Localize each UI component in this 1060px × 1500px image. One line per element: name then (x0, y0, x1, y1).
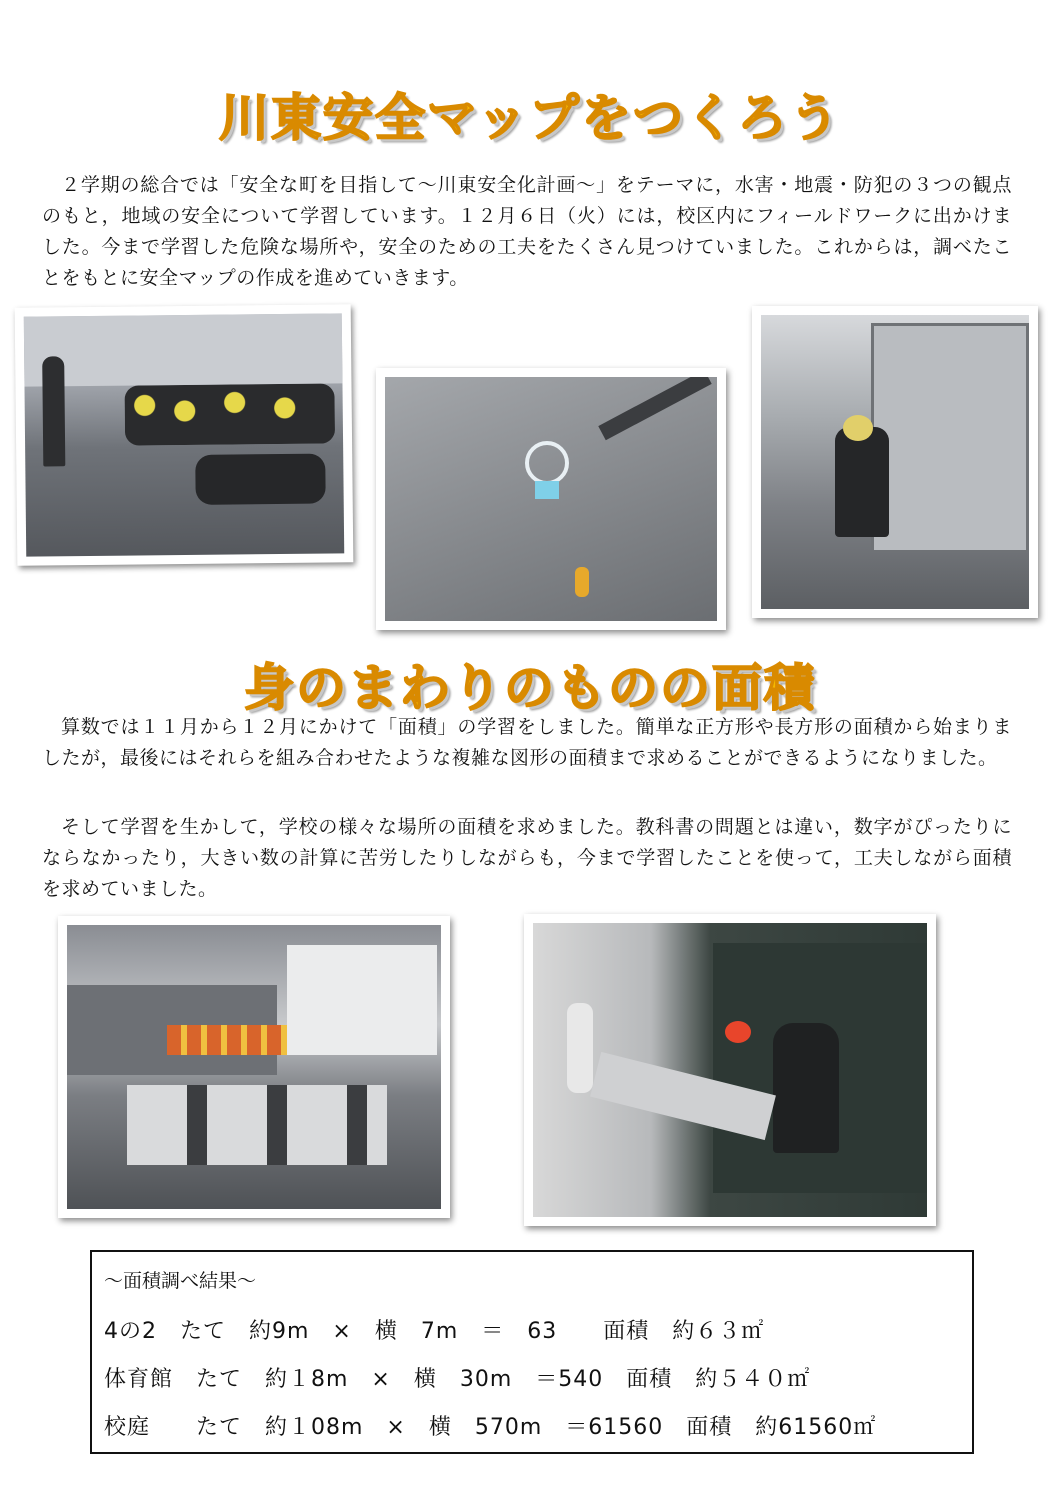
result-row-classroom: 4の2 たて 約9m × 横 7m ＝ 63 面積 約６３㎡ (104, 1319, 765, 1344)
kids-building-photo (752, 306, 1038, 618)
section1-body: ２学期の総合では「安全な町を目指して〜川東安全化計画〜」をテーマに，水害・地震・防犯の３つの観点のもと，地域の安全について学習しています。１２月６日（火）には，校区内にフィールドワークに出かけました。今まで学習した危険な場所や，安全のための工夫をたくさん見つけていました。これからは，調べたことをもとに安全マップの作成を進めていきます。 (42, 174, 1012, 289)
result-row-schoolyard: 校庭 たて 約１08m × 横 570m ＝61560 面積 約61560㎡ (104, 1415, 877, 1440)
section1-title: 川東安全マップをつくろう (219, 89, 841, 147)
section2-body-1: 算数では１１月から１２月にかけて「面積」の学習をしました。簡単な正方形や長方形の面積から始まりましたが，最後にはそれらを組み合わせたような複雑な図形の面積まで求めることができるようになりました。 (42, 716, 1012, 769)
classroom-photo (58, 916, 450, 1218)
gym-photo (15, 304, 354, 566)
section2-title: 身のまわりのものの面積 (244, 659, 816, 717)
results-title: 〜面積調べ結果〜 (104, 1270, 257, 1292)
floor-valve-photo (376, 368, 726, 630)
result-row-gym: 体育館 たて 約１8m × 横 30m ＝540 面積 約５４０㎡ (104, 1367, 811, 1392)
chalkboard-photo (524, 914, 936, 1226)
area-results-box (90, 1250, 974, 1454)
section2-body-2: そして学習を生かして，学校の様々な場所の面積を求めました。教科書の問題とは違い，数字がぴったりにならなかったり，大きい数の計算に苦労したりしながらも，今まで学習したことを使って，工夫しながら面積を求めていました。 (42, 816, 1012, 900)
